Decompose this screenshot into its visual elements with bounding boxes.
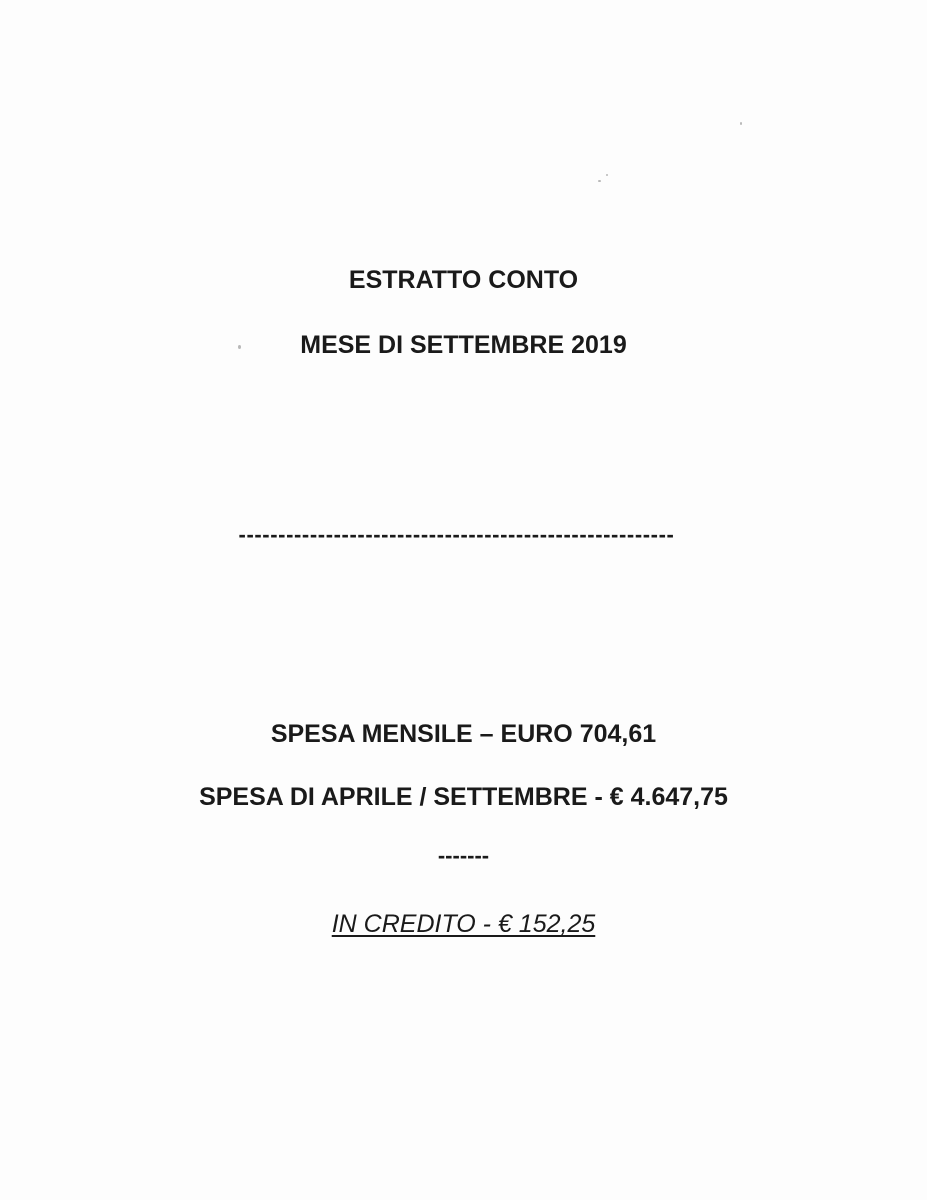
monthly-expense: SPESA MENSILE – EURO 704,61 (270, 720, 657, 748)
scan-speck (740, 122, 742, 125)
dashed-divider: ------------------------------------------------------- (238, 522, 675, 547)
scan-speck (606, 174, 608, 176)
statement-month: MESE DI SETTEMBRE 2019 (300, 331, 627, 359)
scan-speck (598, 180, 601, 182)
credit-balance: IN CREDITO - € 152,25 (331, 910, 596, 938)
short-dashed-divider: ------- (437, 843, 490, 868)
period-expense: SPESA DI APRILE / SETTEMBRE - € 4.647,75 (199, 783, 728, 811)
statement-title: ESTRATTO CONTO (348, 266, 579, 294)
